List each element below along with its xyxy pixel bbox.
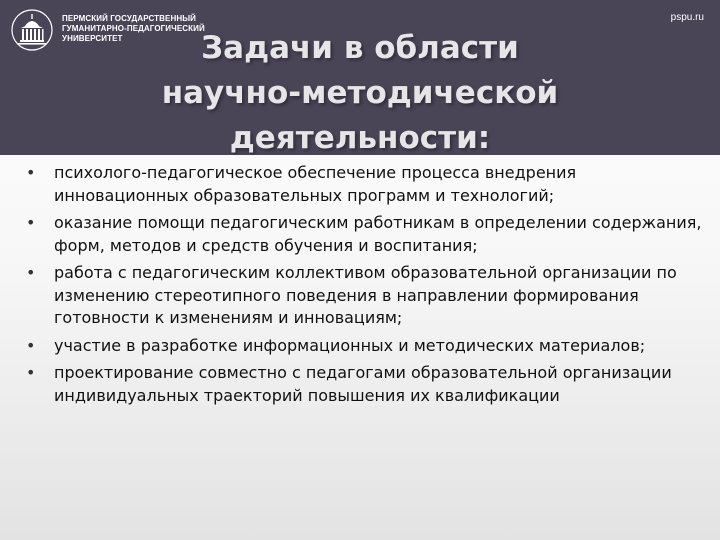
bullet-item (26, 262, 706, 330)
bullet-text: психолого-педагогическое обеспечение процесса внедрения инновационных образовательных программ и технологий; (54, 163, 577, 205)
bullet-item (26, 335, 706, 358)
university-name-line: УНИВЕРСИТЕТ (62, 34, 123, 43)
slide-title-line: Задачи в области (201, 30, 519, 66)
slide-header (0, 0, 720, 155)
bullet-item (26, 212, 706, 257)
bullet-item (26, 362, 706, 407)
bullet-list (26, 162, 706, 412)
university-name-line: ГУМАНИТАРНО-ПЕДАГОГИЧЕСКИЙ (62, 24, 205, 33)
university-name-line: ПЕРМСКИЙ ГОСУДАРСТВЕННЫЙ (62, 14, 196, 23)
slide-title-line: научно-методической (161, 75, 559, 111)
bullet-text: оказание помощи педагогическим работникам в определении содержания, форм, методов и средств обучения и воспитания; (54, 213, 702, 255)
slide-title-line: деятельности: (229, 120, 491, 155)
bullet-point-icon: • (26, 263, 36, 282)
site-url: pspu.ru (670, 12, 704, 23)
bullet-text: работа с педагогическим коллективом образовательной организации по изменению стереотипного поведения в направлении формирования готовности к изменениям и инновациям; (54, 263, 677, 327)
bullet-point-icon: • (26, 163, 36, 182)
bullet-point-icon: • (26, 213, 36, 232)
slide-title (0, 26, 720, 155)
bullet-point-icon: • (26, 363, 36, 382)
bullet-point-icon: • (26, 335, 36, 355)
bullet-text: участие в разработке информационных и методических материалов; (54, 335, 646, 355)
bullet-item (26, 162, 706, 207)
bullet-text: проектирование совместно с педагогами образовательной организации индивидуальных траекторий повышения их квалификации (54, 363, 672, 405)
